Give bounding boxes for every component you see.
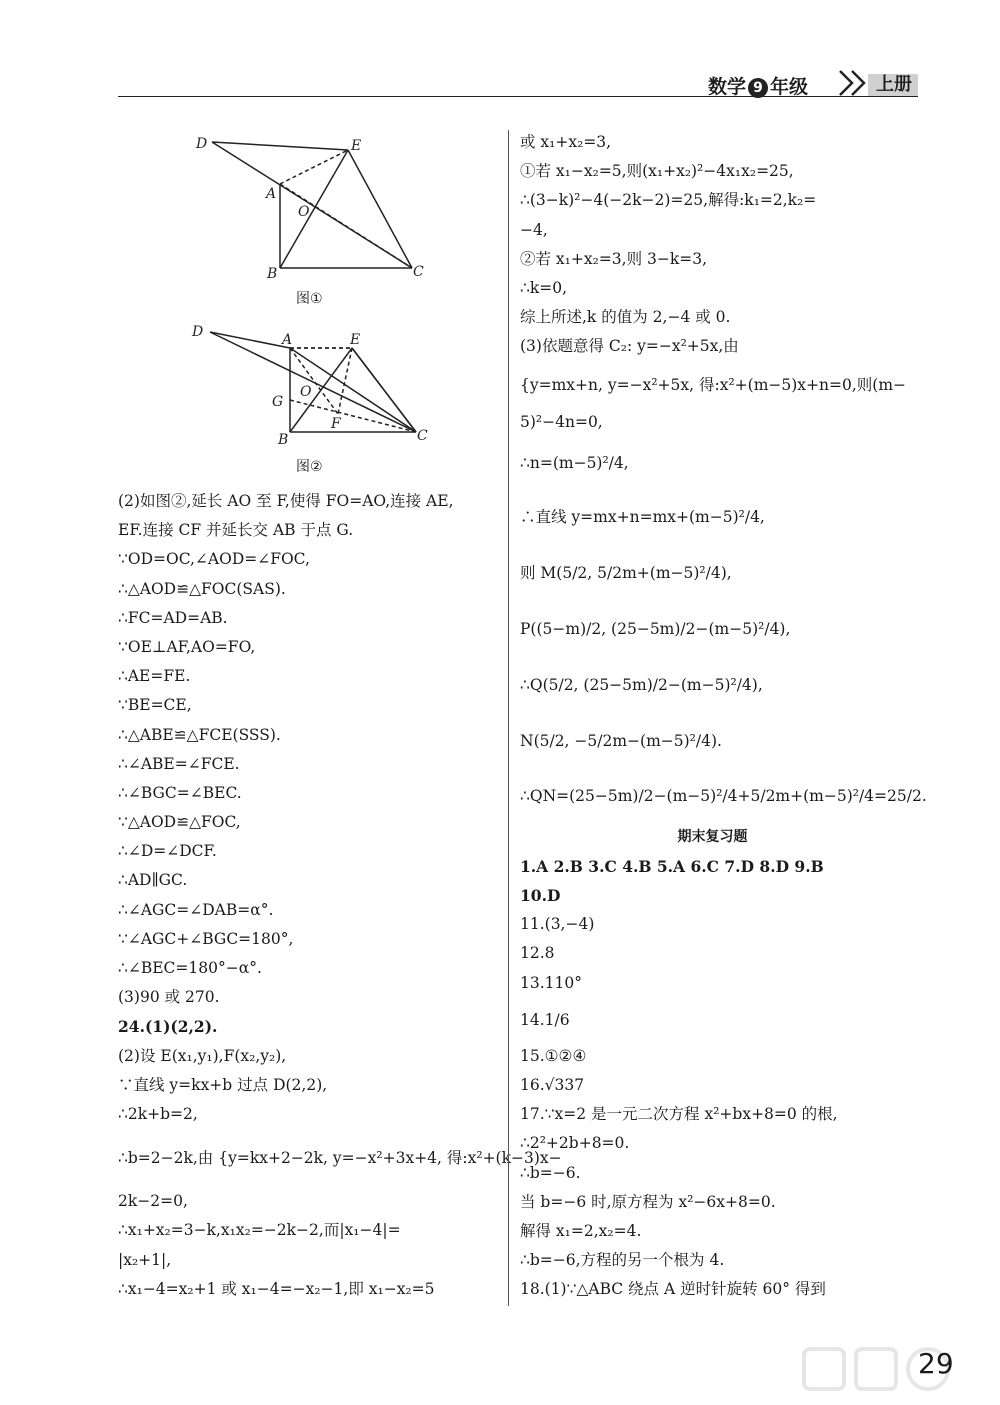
figure-2-diagram — [188, 318, 448, 453]
grade-number-badge: 9 — [748, 78, 768, 98]
text-line: |x₂+1|, — [118, 1250, 172, 1269]
answer-line: 13.110° — [520, 973, 582, 992]
text-line: (2)设 E(x₁,y₁),F(x₂,y₂), — [118, 1046, 287, 1065]
text-line-fraction: ∴Q(5/2, (25−5m)/2−(m−5)²/4), — [520, 675, 763, 694]
text-line: −4, — [520, 220, 548, 239]
text-line: ②若 x₁+x₂=3,则 3−k=3, — [520, 249, 708, 268]
grade-text: 年级 — [770, 76, 809, 98]
column-divider — [508, 130, 509, 1306]
fig1-label-b: B — [267, 266, 278, 282]
answer-line: 11.(3,−4) — [520, 915, 595, 934]
fig1-label-d: D — [196, 136, 208, 152]
text-line: 或 x₁+x₂=3, — [520, 133, 612, 151]
subject-text: 数学 — [708, 76, 747, 98]
answer-line: 12.8 — [520, 944, 555, 963]
text-line: ∴AE=FE. — [118, 667, 191, 686]
text-line-fraction: ∴QN=(25−5m)/2−(m−5)²/4+5/2m+(m−5)²/4=25/2. — [520, 786, 927, 805]
text-line: ∴FC=AD=AB. — [118, 608, 228, 627]
answer-line: 16.√337 — [520, 1076, 585, 1094]
watermark-logo-icon — [800, 1345, 990, 1400]
text-line: ∵△AOD≌△FOC, — [118, 813, 241, 832]
answer-line: 18.(1)∵△ABC 绕点 A 逆时针旋转 60° 得到 — [520, 1280, 826, 1299]
text-line-system: ∴b=2−2k,由 {y=kx+2−2k, y=−x²+3x+4, 得:x²+(k−3)x− — [118, 1149, 562, 1168]
figure-2-caption: 图② — [296, 459, 323, 475]
multiple-choice-answers: 1.A 2.B 3.C 4.B 5.A 6.C 7.D 8.D 9.B — [520, 856, 824, 876]
text-line: ∴△AOD≌△FOC(SAS). — [118, 579, 286, 598]
text-line-fraction: ∴n=(m−5)²/4, — [520, 453, 629, 472]
answer-line: 14.1/6 — [520, 1010, 570, 1029]
text-line: (2)如图②,延长 AO 至 F,使得 FO=AO,连接 AE, — [118, 492, 454, 510]
answer-line: 10.D — [520, 886, 561, 906]
text-line: 综上所述,k 的值为 2,−4 或 0. — [520, 308, 731, 327]
text-line: ∵∠AGC+∠BGC=180°, — [118, 929, 294, 948]
text-line: ∴△ABE≌△FCE(SSS). — [118, 725, 281, 744]
fig1-label-a: A — [266, 186, 277, 202]
text-line: ∵BE=CE, — [118, 696, 192, 715]
header-rule — [118, 96, 918, 97]
text-line: 2k−2=0, — [118, 1192, 188, 1211]
text-line-system: {y=mx+n, y=−x²+5x, 得:x²+(m−5)x+n=0,则(m− — [520, 375, 907, 394]
text-line: ∴∠AGC=∠DAB=α°. — [118, 900, 274, 919]
fig1-label-o: O — [298, 204, 310, 220]
page-number: 29 — [918, 1347, 954, 1380]
answer-line: ∴2²+2b+8=0. — [520, 1134, 630, 1153]
text-line: EF.连接 CF 并延长交 AB 于点 G. — [118, 521, 354, 540]
text-line: ∵OE⊥AF,AO=FO, — [118, 637, 256, 656]
page-header — [118, 72, 918, 100]
answer-line: ∴b=−6. — [520, 1163, 581, 1182]
text-line-fraction: N(5/2, −5/2m−(m−5)²/4). — [520, 731, 722, 750]
text-line: ∵直线 y=kx+b 过点 D(2,2), — [118, 1075, 328, 1094]
answer-line: 17.∵x=2 是一元二次方程 x²+bx+8=0 的根, — [520, 1105, 838, 1124]
text-line: ∴2k+b=2, — [118, 1104, 198, 1123]
text-line: ∵OD=OC,∠AOD=∠FOC, — [118, 550, 310, 569]
fig2-label-b: B — [278, 432, 289, 448]
figure-1-caption: 图① — [296, 291, 323, 307]
text-line-fraction: 则 M(5/2, 5/2m+(m−5)²/4), — [520, 563, 732, 582]
text-line: ∴∠BGC=∠BEC. — [118, 783, 242, 802]
text-line-fraction: P((5−m)/2, (25−5m)/2−(m−5)²/4), — [520, 619, 791, 638]
text-line: ∴(3−k)²−4(−2k−2)=25,解得:k₁=2,k₂= — [520, 191, 817, 210]
text-line: ∴k=0, — [520, 278, 568, 297]
fig1-label-c: C — [413, 264, 424, 280]
subject-grade — [708, 72, 808, 99]
question-24-heading: 24.(1)(2,2). — [118, 1017, 218, 1037]
right-column — [520, 128, 927, 1305]
text-line: ∴x₁+x₂=3−k,x₁x₂=−2k−2,而|x₁−4|= — [118, 1221, 401, 1240]
figure-1-diagram — [190, 128, 450, 288]
fig2-label-c: C — [417, 428, 428, 444]
fig2-label-e: E — [350, 332, 361, 348]
text-line: (3)依题意得 C₂: y=−x²+5x,由 — [520, 337, 739, 356]
fig2-label-o: O — [300, 384, 312, 400]
answer-line: 解得 x₁=2,x₂=4. — [520, 1221, 642, 1240]
fig2-label-f: F — [331, 416, 341, 432]
text-line: ∴AD∥GC. — [118, 871, 188, 890]
text-line: ①若 x₁−x₂=5,则(x₁+x₂)²−4x₁x₂=25, — [520, 162, 794, 181]
fig2-label-g: G — [272, 394, 284, 410]
fig2-label-a: A — [282, 332, 293, 348]
review-section-title: 期末复习题 — [677, 828, 748, 845]
text-line: ∴x₁−4=x₂+1 或 x₁−4=−x₂−1,即 x₁−x₂=5 — [118, 1279, 435, 1298]
fig2-label-d: D — [192, 324, 204, 340]
text-line-fraction: ∴直线 y=mx+n=mx+(m−5)²/4, — [520, 507, 765, 526]
answer-line: 15.①②④ — [520, 1046, 587, 1065]
answer-line: ∴b=−6,方程的另一个根为 4. — [520, 1251, 725, 1270]
text-line: 5)²−4n=0, — [520, 412, 603, 431]
volume-label: 上册 — [868, 74, 918, 96]
answer-line: 当 b=−6 时,原方程为 x²−6x+8=0. — [520, 1192, 776, 1211]
text-line: ∴∠D=∠DCF. — [118, 842, 217, 861]
text-line: ∴∠BEC=180°−α°. — [118, 959, 262, 977]
text-line: ∴∠ABE=∠FCE. — [118, 754, 240, 773]
text-line: (3)90 或 270. — [118, 988, 220, 1007]
fig1-label-e: E — [351, 138, 362, 154]
